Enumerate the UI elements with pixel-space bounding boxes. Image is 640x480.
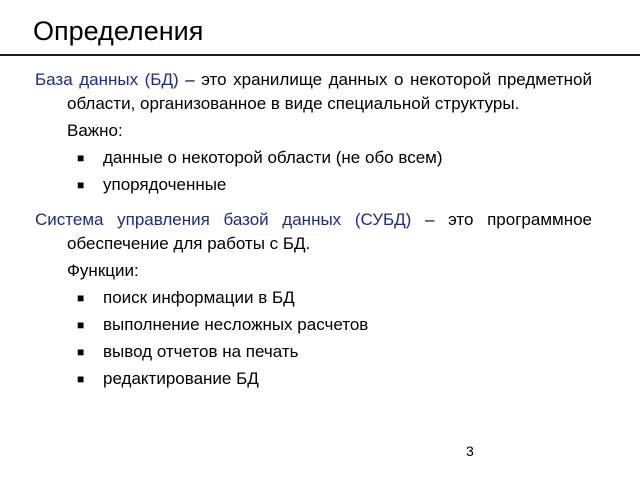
bullet-icon: ■ [77,318,85,332]
list-item-text: выполнение несложных расчетов [103,315,369,334]
bullet-list-important [35,146,592,197]
list-item [77,286,592,310]
title-divider [0,54,640,56]
bullet-icon: ■ [77,178,85,192]
sub-label-important: Важно: [67,121,123,140]
slide-title: Определения [33,16,204,46]
definition-dbms [35,208,592,256]
list-item-text: данные о некоторой области (не обо всем) [103,148,443,167]
list-item [77,146,592,170]
bullet-list-functions [35,286,592,391]
page-number: 3 [466,443,474,459]
list-item [77,313,592,337]
list-item-text: редактирование БД [103,369,259,388]
list-item-text: упорядоченные [103,175,227,194]
term-dbms: Система управления базой данных (СУБД) [35,210,412,229]
slide-content [35,68,592,394]
list-item [77,367,592,391]
sub-label-functions: Функции: [67,261,139,280]
definition-db-text: – это хранилище данных о некоторой предметной области, организованное в виде специальной структуры. [67,70,592,113]
bullet-icon: ■ [77,345,85,359]
bullet-icon: ■ [77,151,85,165]
definition-db [35,68,592,116]
list-item [77,340,592,364]
definition-dbms-text: – это программное обеспечение для работы с БД. [67,210,593,253]
list-item-text: поиск информации в БД [103,288,295,307]
bullet-icon: ■ [77,372,85,386]
list-item [77,173,592,197]
term-db: База данных (БД) [35,70,179,89]
list-item-text: вывод отчетов на печать [103,342,299,361]
bullet-icon: ■ [77,291,85,305]
